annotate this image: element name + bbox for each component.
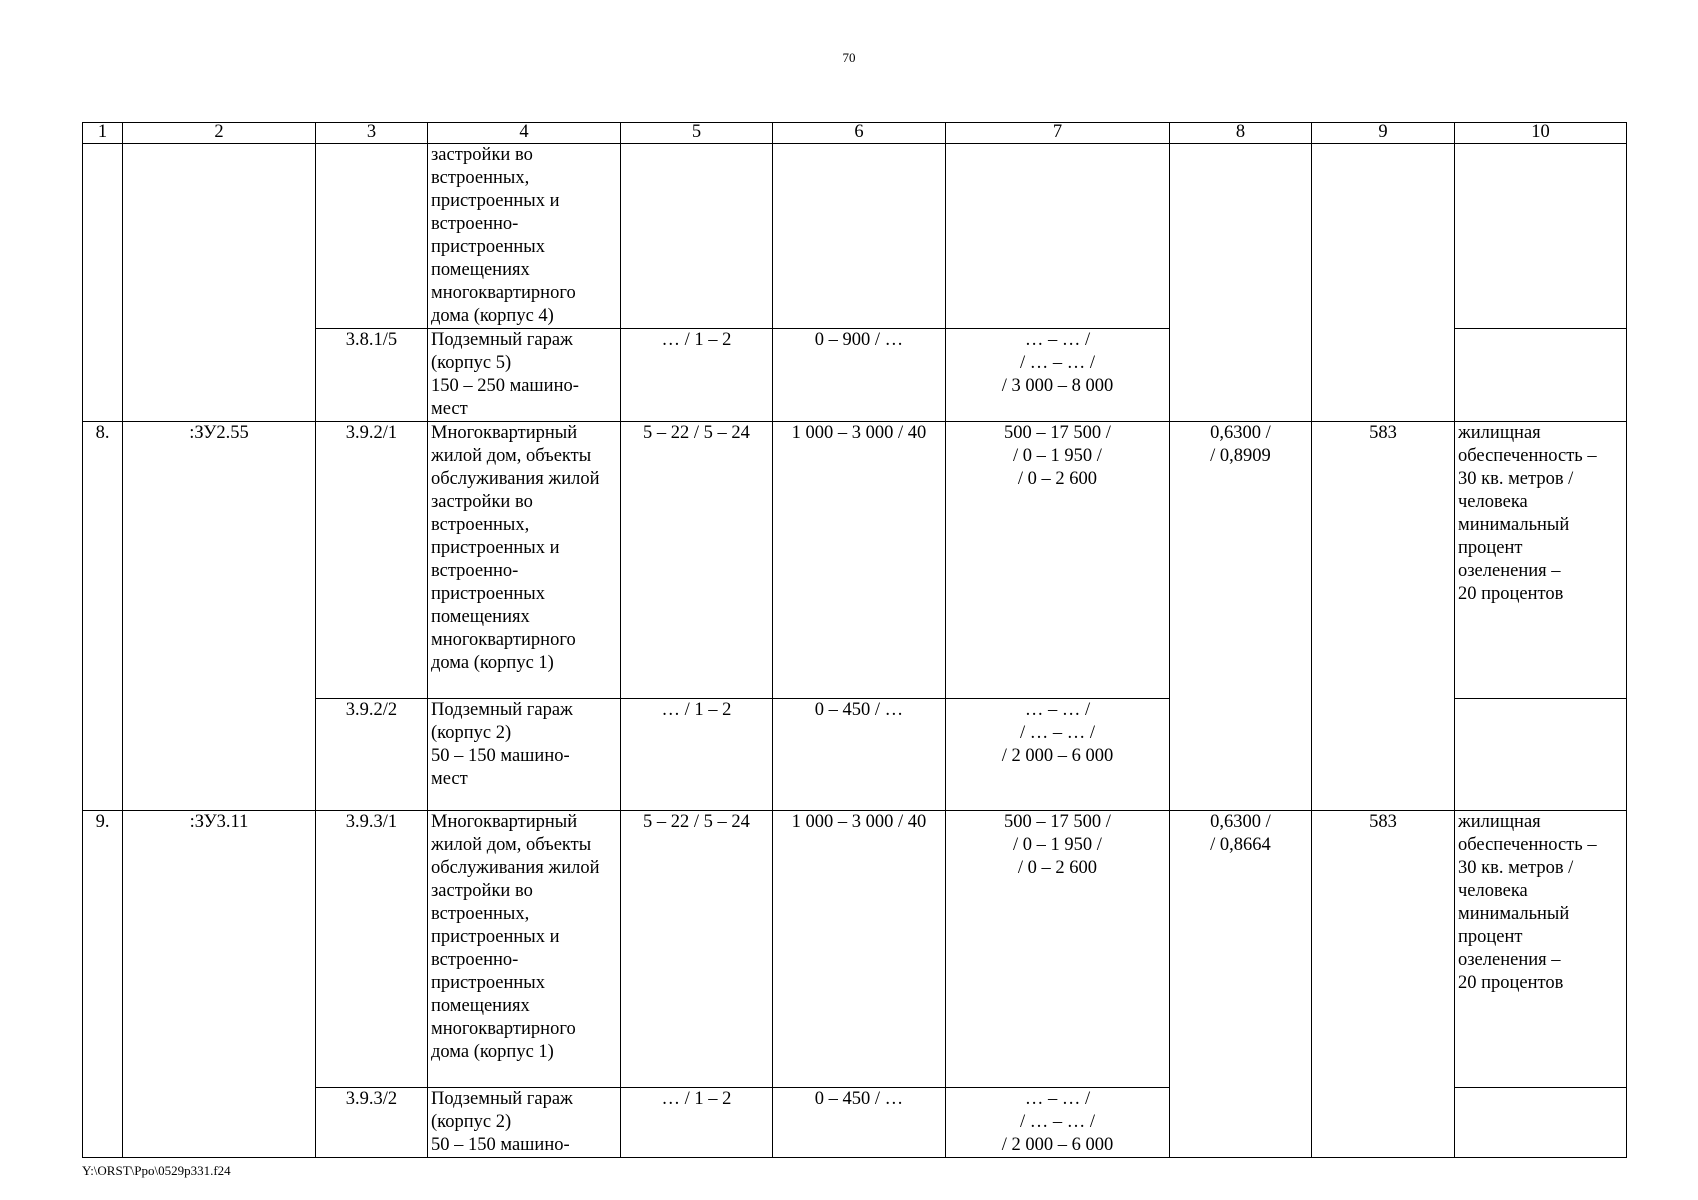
row-number-cell [83,144,123,422]
population-cell: 583 [1312,811,1455,1158]
column-header: 1 [83,123,123,144]
column-header: 4 [428,123,621,144]
notes-cell [1455,329,1627,422]
column-header: 6 [773,123,946,144]
area-cell: 0 – 900 / … [773,329,946,422]
file-path-footer: Y:\ORST\Ppo\0529p331.f24 [82,1163,231,1178]
floor-area-cell: 500 – 17 500 / / 0 – 1 950 / / 0 – 2 600 [946,811,1170,1088]
object-code-cell: 3.9.3/1 [316,811,428,1088]
floors-cell: … / 1 – 2 [621,699,773,811]
object-description-cell: Подземный гараж (корпус 5) 150 – 250 машино- мест [428,329,621,422]
row-number-cell: 8. [83,422,123,811]
column-header: 2 [123,123,316,144]
notes-cell [1455,144,1627,329]
population-cell: 583 [1312,422,1455,811]
column-header: 7 [946,123,1170,144]
object-description-cell: Многоквартирный жилой дом, объекты обслуживания жилой застройки во встроенных, пристроенных и встроенно- пристроенных помещениях многоквартирного дома (корпус 1) [428,811,621,1088]
density-cell: 0,6300 / / 0,8909 [1170,422,1312,811]
column-header: 10 [1455,123,1627,144]
floors-cell: … / 1 – 2 [621,329,773,422]
floors-cell: 5 – 22 / 5 – 24 [621,811,773,1088]
floor-area-cell: … – … / / … – … / / 3 000 – 8 000 [946,329,1170,422]
floor-area-cell: 500 – 17 500 / / 0 – 1 950 / / 0 – 2 600 [946,422,1170,699]
row-number-cell: 9. [83,811,123,1158]
notes-cell [1455,1088,1627,1158]
table-row [83,144,1627,329]
area-cell: 1 000 – 3 000 / 40 [773,811,946,1088]
floors-cell [621,144,773,329]
column-header: 5 [621,123,773,144]
area-cell: 0 – 450 / … [773,1088,946,1158]
plot-id-cell: :ЗУ3.11 [123,811,316,1158]
object-code-cell: 3.9.2/2 [316,699,428,811]
table-row [83,811,1627,1088]
density-cell: 0,6300 / / 0,8664 [1170,811,1312,1158]
object-description-cell: застройки во встроенных, пристроенных и встроенно- пристроенных помещениях многоквартирного дома (корпус 4) [428,144,621,329]
area-cell: 0 – 450 / … [773,699,946,811]
area-cell [773,144,946,329]
population-cell [1312,144,1455,422]
object-description-cell: Многоквартирный жилой дом, объекты обслуживания жилой застройки во встроенных, пристроенных и встроенно- пристроенных помещениях многоквартирного дома (корпус 1) [428,422,621,699]
object-description-cell: Подземный гараж (корпус 2) 50 – 150 машино- мест [428,699,621,811]
column-header: 3 [316,123,428,144]
plot-id-cell: :ЗУ2.55 [123,422,316,811]
object-description-cell: Подземный гараж (корпус 2) 50 – 150 машино- [428,1088,621,1158]
density-cell [1170,144,1312,422]
column-header: 8 [1170,123,1312,144]
floors-cell: 5 – 22 / 5 – 24 [621,422,773,699]
land-plot-table [82,122,1627,1158]
area-cell: 1 000 – 3 000 / 40 [773,422,946,699]
object-code-cell [316,144,428,329]
plot-id-cell [123,144,316,422]
floor-area-cell: … – … / / … – … / / 2 000 – 6 000 [946,1088,1170,1158]
column-header: 9 [1312,123,1455,144]
floors-cell: … / 1 – 2 [621,1088,773,1158]
object-code-cell: 3.9.2/1 [316,422,428,699]
column-number-row [83,123,1627,144]
notes-cell [1455,699,1627,811]
object-code-cell: 3.8.1/5 [316,329,428,422]
table-row [83,422,1627,699]
object-code-cell: 3.9.3/2 [316,1088,428,1158]
notes-cell: жилищная обеспеченность – 30 кв. метров / человека минимальный процент озеленения – 20 процентов [1455,811,1627,1088]
notes-cell: жилищная обеспеченность – 30 кв. метров / человека минимальный процент озеленения – 20 процентов [1455,422,1627,699]
page-number: 70 [842,50,856,65]
floor-area-cell: … – … / / … – … / / 2 000 – 6 000 [946,699,1170,811]
floor-area-cell [946,144,1170,329]
